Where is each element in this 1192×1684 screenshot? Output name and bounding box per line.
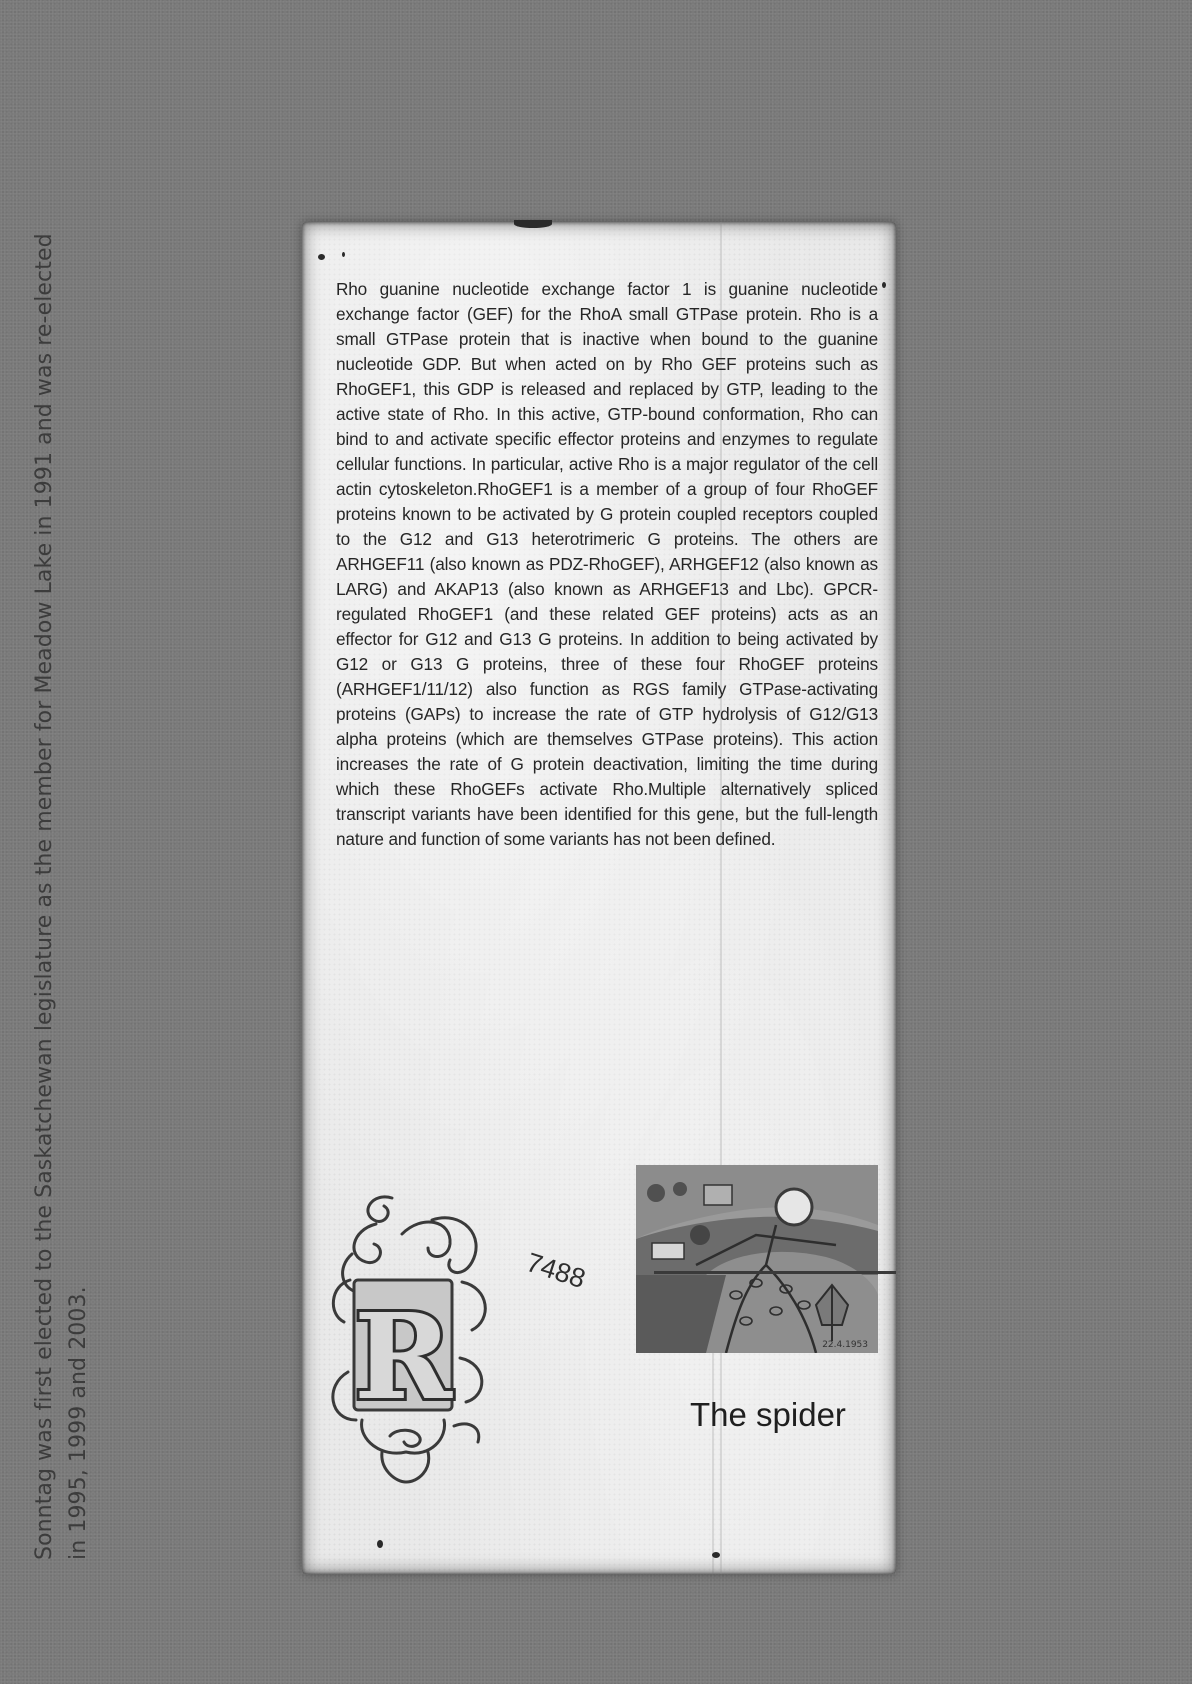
paper-speck [377, 1540, 383, 1548]
paper-speck [318, 254, 325, 260]
ornamental-initial-r-icon [322, 1190, 502, 1486]
paper-speck [342, 252, 345, 257]
painting-signature: 22.4.1953 [822, 1340, 868, 1350]
paper-speck [514, 220, 552, 228]
body-text: Rho guanine nucleotide exchange factor 1 is guanine nucleotide exchange factor (GEF) for the RhoA small GTPase protein. Rho is a small GTPase protein that is inactive when bound to the guanine nucleotide GDP. But when acted on by Rho GEF proteins such as RhoGEF1, this GDP is released and replaced by GTP, leading to the active state of Rho. In this active, GTP-bound conformation, Rho can bind to and activate specific effector proteins and enzymes to regulate cellular functions. In particular, active Rho is a major regulator of the cell actin cytoskeleton.RhoGEF1 is a member of a group of four RhoGEF proteins known to be activated by G protein coupled receptors coupled to the G12 and G13 heterotrimeric G proteins. The others are ARHGEF11 (also known as PDZ-RhoGEF), ARHGEF12 (also known as LARG) and AKAP13 (also known as ARHGEF13 and Lbc). GPCR-regulated RhoGEF1 (and these related GEF proteins) acts as an effector for G12 and G13 G proteins. In addition to being activated by G12 or G13 G proteins, three of these four RhoGEF proteins (ARHGEF1/11/12) also function as RGS family GTPase-activating proteins (GAPs) to increase the rate of GTP hydrolysis of G12/G13 alpha proteins (which are themselves GTPase proteins). This action increases the rate of G protein deactivation, limiting the time during which these RhoGEFs activate Rho.Multiple alternatively spliced transcript variants have been identified for this gene, but the full-length nature and function of some variants has not been defined. [336, 279, 878, 849]
side-caption: Sonntag was first elected to the Saskatchewan legislature as the member for Meadow Lake in 1991 and was re-elected in 1995, 1999 and 2003. [32, 233, 91, 1560]
horizontal-rule [654, 1271, 896, 1274]
paper-speck [712, 1552, 720, 1558]
image-caption: The spider [690, 1396, 846, 1433]
paper-speck [882, 282, 886, 288]
landscape-painting-image [636, 1165, 878, 1353]
ornament-letter: R [353, 1287, 453, 1426]
number-label: 7488 [522, 1247, 590, 1295]
